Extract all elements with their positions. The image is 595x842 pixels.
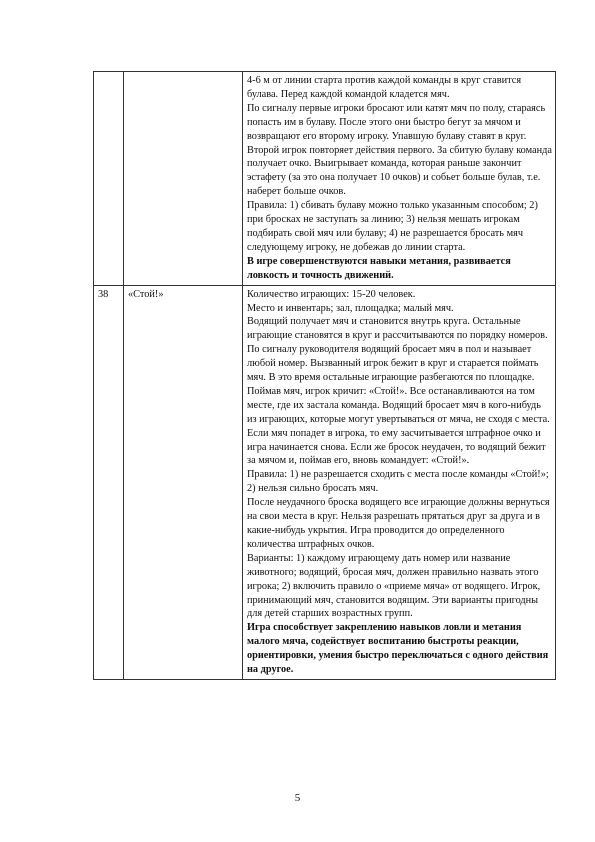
games-table [93, 71, 556, 680]
equipment-paragraph: Место и инвентарь; зал, площадка; малый мяч. [247, 302, 454, 314]
description-paragraph: После неудачного броска водящего все играющие должны вернуться на свои места в круг. Нельзя разрешать прятаться друг за друга и в какие-нибудь укрытия. Игра проводится до определенного количества штрафных очков. [247, 497, 550, 550]
rules-paragraph: Правила: 1) сбивать булаву можно только указанным способом; 2) при бросках не заступать за линию; 3) нельзя мешать игрокам подбирать свой мяч или булаву; 4) не разрешается бросать мяч следующему игроку, не добежав до линии старта. [247, 200, 538, 253]
row-number-cell [94, 72, 124, 286]
game-name-cell [124, 72, 243, 286]
table-row [94, 285, 556, 679]
game-benefit-text: В игре совершенствуются навыки метания, развивается ловкость и точность движений. [247, 255, 511, 281]
setup-paragraph: Водящий получает мяч и становится внутрь круга. Остальные играющие становятся в круг и рассчитываются по порядку номеров. [247, 316, 548, 342]
description-paragraph: По сигналу первые игроки бросают или катят мяч по полу, стараясь попасть им в булаву. После этого они быстро бегут за мячом и возвращают его второму игроку. Упавшую булаву ставят в круг. Второй игрок повторяет действия первого. За сбитую булаву команда получает очко. Выигрывает команда, которая раньше закончит эстафету (за это она получает 10 очков) и собьет больше булав, т.е. наберет больше очков. [247, 102, 552, 198]
table-row [94, 72, 556, 286]
game-description-cell [243, 285, 556, 679]
row-number-cell: 38 [94, 285, 124, 679]
variants-paragraph: Варианты: 1) каждому играющему дать номер или название животного; водящий, бросая мяч, должен правильно назвать этого игрока; 2) включить правило о «приеме мяча» от водящего. Игрок, принимающий мяч, становится водящим. Эти варианты пригодны для детей старших возрастных групп. [247, 552, 541, 620]
rules-paragraph: Правила: 1) не разрешается сходить с места после команды «Стой!»; 2) нельзя сильно бросать мяч. [247, 469, 549, 495]
game-benefit-text: Игра способствует закреплению навыков ловли и метания малого мяча, содействует воспитанию быстроты реакции, ориентировки, умения быстро переключаться с одного действия на другое. [247, 622, 549, 676]
game-name-cell: «Стой!» [124, 285, 243, 679]
players-count-paragraph: Количество играющих: 15-20 человек. [247, 288, 416, 300]
game-description-cell [243, 72, 556, 286]
description-paragraph: 4-6 м от линии старта против каждой команды в круг ставится булава. Перед каждой командой кладется мяч. [247, 75, 522, 100]
page-number: 5 [294, 792, 301, 804]
description-paragraph: По сигналу руководителя водящий бросает мяч в пол и называет любой номер. Вызванный игрок бежит в круг и старается поймать мяч. В это время остальные играющие разбегаются по площадке. Поймав мяч, игрок кричит: «Стой!». Все останавливаются на том месте, где их застала команда. Водящий бросает мяч в кого-нибудь из играющих, которые могут увертываться от мяча, не сходя с места. Если мяч попадет в игрока, то ему засчитывается штрафное очко и игра начинается снова. Если же бросок неудачен, то водящий бежит за мячом и, поймав его, вновь командует: «Стой!». [247, 344, 550, 467]
